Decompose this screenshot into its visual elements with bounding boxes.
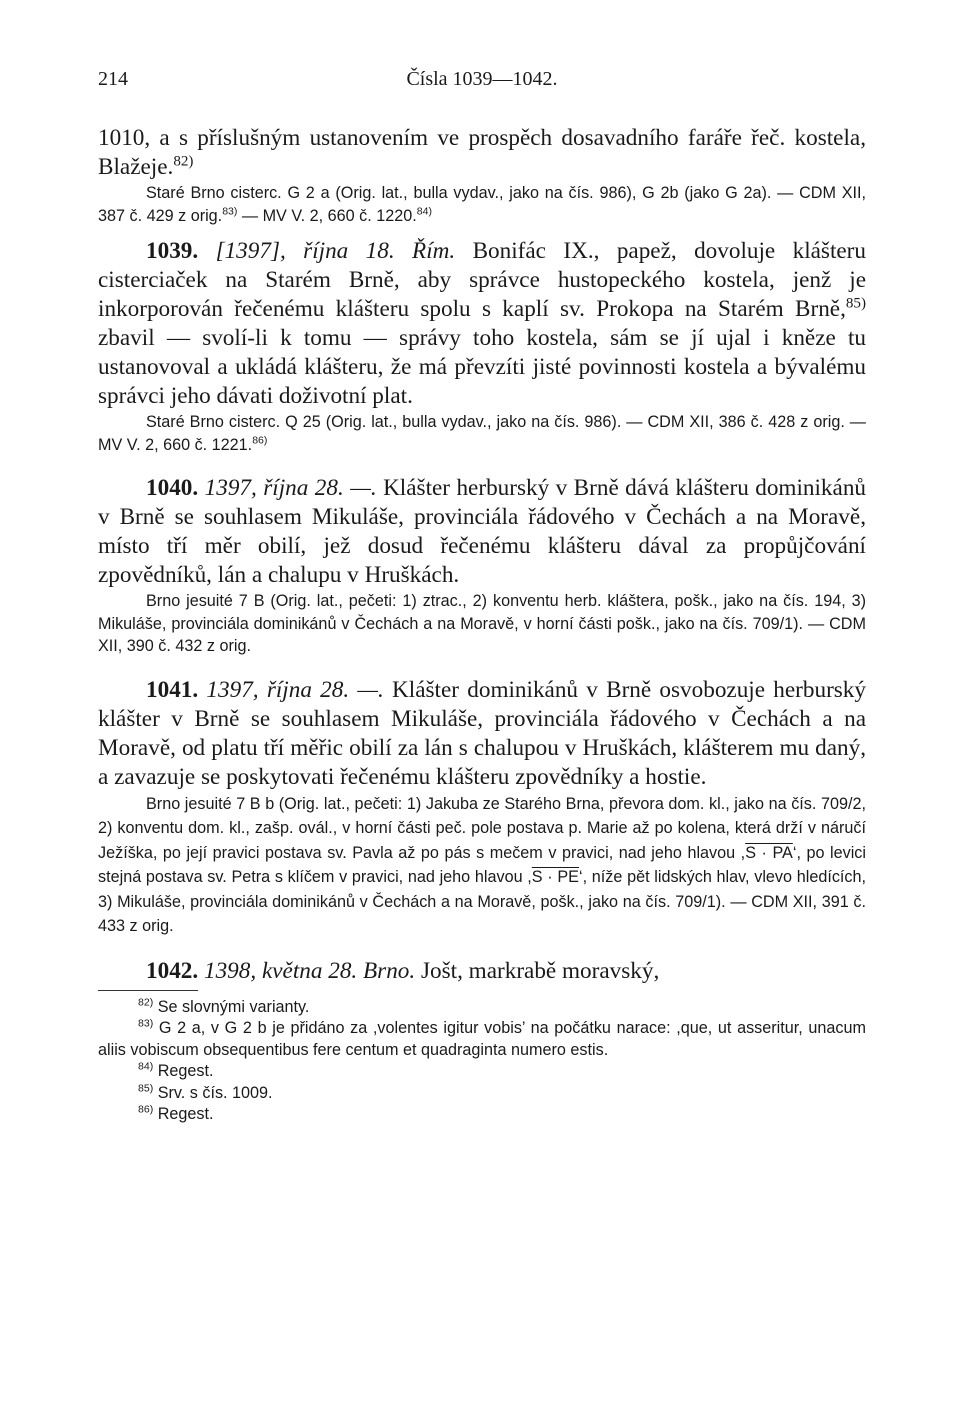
footnote-mark: 86) (138, 1103, 154, 1116)
footnote-text: Regest. (153, 1062, 214, 1080)
continued-source-note (98, 182, 866, 227)
footnote-mark: 83) (138, 1017, 154, 1030)
entry-text-1039-part1: Bonifác IX., papež, dovoluje klášteru cisterciaček na Starém Brně, aby správce hustopeckého kostela, jenž je inkorporován řečenému klášteru spolu s kaplí sv. Prokopa na Starém Brně, (98, 238, 866, 322)
footnote-85 (98, 1083, 866, 1105)
entry-1041 (98, 676, 866, 792)
footnote-mark: 84) (138, 1060, 154, 1073)
footnote-ref-83: 83) (222, 205, 238, 218)
continued-source-part2: — MV V. 2, 660 č. 1220. (237, 206, 417, 225)
entry-1042 (98, 957, 866, 986)
entry-date-1041: 1397, října 28. —. (206, 676, 384, 703)
continued-source-part1: Staré Brno cisterc. G 2 a (Orig. lat., bulla vydav., jako na čís. 986), G 2b (jako G 2a). — CDM XII, 387 č. 429 z orig. (98, 184, 866, 225)
source-text-1041-part3: ‘, níže pět lidských hlav, vlevo hledících, 3) Mikuláše, provinciála dominikánů v Čechách a na Moravě, pošk., jako na čís. 709/1). — CDM XII, 391 č. 433 z orig. (98, 868, 867, 935)
footnote-ref-82: 82) (173, 153, 194, 170)
source-note-1041 (98, 792, 866, 939)
entry-date-1039: [1397], října 18. Řím. (215, 238, 456, 264)
continued-text: 1010, a s příslušným ustanovením ve prospěch dosavadního faráře řeč. kostela, Blažeje. (98, 125, 866, 180)
entry-number-1039: 1039. (146, 238, 199, 264)
seal-legend-petrus: S · PE (531, 868, 579, 886)
footnotes (98, 997, 866, 1126)
footnote-separator (98, 990, 198, 991)
entry-number-1042: 1042. (146, 957, 199, 984)
footnote-86 (98, 1104, 866, 1126)
running-header (98, 60, 866, 100)
footnote-mark: 82) (138, 996, 154, 1009)
source-text-1039: Staré Brno cisterc. Q 25 (Orig. lat., bulla vydav., jako na čís. 986). — CDM XII, 386 č. 428 z orig. — MV V. 2, 660 č. 1221. (98, 413, 866, 454)
footnote-82 (98, 997, 866, 1019)
entry-date-1040: 1397, října 28. —. (204, 475, 377, 501)
page-number: 214 (98, 68, 128, 90)
footnote-mark: 85) (138, 1082, 154, 1095)
running-title: Čísla 1039—1042. (406, 68, 558, 90)
source-text-1041-part2: ‘, po levici stejná postava sv. Petra s klíčem v pravici, nad jeho hlavou , (98, 843, 866, 886)
footnote-ref-84: 84) (416, 205, 432, 218)
footnote-83 (98, 1018, 866, 1061)
page (98, 60, 866, 1126)
entry-number-1041: 1041. (146, 676, 199, 703)
seal-legend-paulus: S · PA (745, 843, 793, 862)
footnote-ref-85: 85) (845, 295, 866, 312)
footnote-text: G 2 a, v G 2 b je přidáno za ,volentes igitur vobis’ na počátku narace: ,que, ut asseritur, unacum aliis vobiscum obsequentibus fere centum et quadraginta numero estis. (98, 1019, 866, 1059)
source-note-1040 (98, 590, 866, 658)
source-text-1041-part1: Brno jesuité 7 B b (Orig. lat., pečeti: 1) Jakuba ze Starého Brna, převora dom. kl., jako na čís. 709/2, 2) konventu dom. kl., zašp. ovál., v horní části peč. pole postava p. Marie až po kolena, která drží v náručí Ježíška, po její pravici postava sv. Pavla až po pás s mečem v pravici, nad jeho hlavou , (98, 794, 866, 862)
source-text-1040: Brno jesuité 7 B (Orig. lat., pečeti: 1) ztrac., 2) konventu herb. kláštera, pošk., jako na čís. 194, 3) Mikuláše, provinciála dominikánů v Čechách a na Moravě, v horní části pošk., jako na čís. 709/1). — CDM XII, 390 č. 432 z orig. (98, 592, 866, 655)
entry-text-1040: Klášter herburský v Brně dává klášteru dominikánů v Brně se souhlasem Mikuláše, provinciála řádového v Čechách a na Moravě, místo tří měr obilí, jež dosud řečenému klášteru dával za propůjčování zpovědníků, lán a chalupu v Hruškách. (98, 475, 867, 588)
footnote-84 (98, 1061, 866, 1083)
footnote-text: Se slovnými varianty. (153, 997, 310, 1016)
continued-entry-text (98, 124, 866, 182)
footnote-ref-86: 86) (252, 434, 268, 447)
entry-text-1042: Jošt, markrabě moravský, (415, 957, 660, 984)
entry-1040 (98, 474, 866, 590)
entry-number-1040: 1040. (146, 475, 199, 501)
footnote-text: Regest. (153, 1105, 214, 1123)
entry-date-1042: 1398, května 28. Brno. (203, 957, 416, 984)
entry-text-1041: Klášter dominikánů v Brně osvobozuje herburský klášter v Brně se souhlasem Mikuláše, provinciála řádového v Čechách a na Moravě, od platu tří měřic obilí za lán s chalupou v Hruškách, klášterem mu daný, a zavazuje se poskytovati řečenému klášteru zpovědníky a hostie. (98, 676, 866, 790)
source-note-1039 (98, 411, 866, 456)
entry-1039 (98, 237, 866, 411)
footnote-text: Srv. s čís. 1009. (153, 1083, 273, 1102)
entry-text-1039-part2: zbavil — svolí-li k tomu — správy toho kostela, sám se jí ujal i kněze tu ustanovoval a ukládá klášteru, že má převzíti jisté povinnosti kostela a bývalému správci jeho dávati doživotní plat. (98, 325, 866, 409)
